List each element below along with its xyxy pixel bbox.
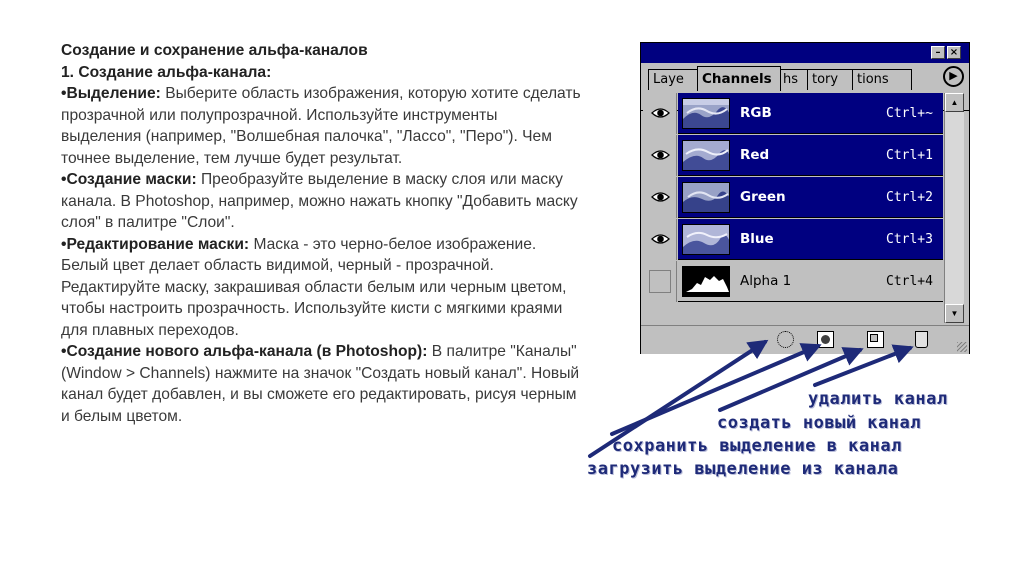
channel-shortcut: Ctrl+4: [886, 274, 933, 289]
eye-icon: [651, 106, 670, 120]
eye-icon: [651, 232, 670, 246]
channel-thumbnail: [682, 182, 730, 213]
close-button[interactable]: ×: [947, 46, 961, 59]
slide-subtitle: 1. Создание альфа-канала:: [61, 63, 272, 81]
channel-thumbnail: [682, 140, 730, 171]
channel-name: Red: [740, 147, 770, 163]
channel-name: Alpha 1: [740, 273, 792, 289]
channel-thumbnail: [682, 224, 730, 255]
save-selection-icon[interactable]: [817, 331, 834, 348]
alpha-mask-thumbnail: [682, 266, 730, 297]
visibility-toggle[interactable]: [643, 177, 677, 218]
minimize-button[interactable]: –: [931, 46, 945, 59]
channel-row-rgb[interactable]: [643, 93, 943, 134]
bullet-edit-mask: [61, 234, 581, 342]
channel-row-red[interactable]: [643, 135, 943, 176]
channel-shortcut: Ctrl+2: [886, 190, 933, 205]
slide-text: [61, 40, 581, 427]
resize-grip-icon[interactable]: [957, 342, 967, 352]
callout-load-selection: загрузить выделение из канала: [587, 459, 899, 479]
tab-channels[interactable]: Channels: [697, 66, 781, 91]
bullet-heading: •Выделение:: [61, 85, 161, 102]
palette-tabs: [641, 63, 969, 91]
trash-icon[interactable]: [915, 331, 928, 348]
tab-layers[interactable]: Laye: [648, 69, 700, 90]
palette-title-bar[interactable]: [641, 43, 969, 63]
palette-bottom-toolbar: [641, 325, 969, 354]
bullet-heading: •Создание маски:: [61, 171, 197, 188]
callout-delete-channel: удалить канал: [808, 389, 948, 409]
channel-list-scrollbar[interactable]: [944, 93, 964, 323]
channel-name: Blue: [740, 231, 774, 247]
load-selection-icon[interactable]: [777, 331, 794, 348]
channel-shortcut: Ctrl+~: [886, 106, 933, 121]
tab-paths[interactable]: hs: [778, 69, 810, 90]
bullet-body: Маска - это черно-белое изображение. Белый цвет делает область видимой, черный - прозрачной. Редактируйте маску, закрашивая области белым или черным цветом, чтобы настроить прозрачность. Используйте кисти с мягкими краями для плавных переходов.: [61, 235, 567, 339]
channel-shortcut: Ctrl+1: [886, 148, 933, 163]
visibility-toggle[interactable]: [643, 93, 677, 134]
bullet-body: Преобразуйте выделение в маску слоя или маску канала. В Photoshop, например, можно нажать кнопку "Добавить маску слоя" в палитре "Слои".: [61, 171, 578, 231]
scroll-down-icon[interactable]: ▼: [945, 304, 964, 323]
channel-thumbnail: [682, 98, 730, 129]
bullet-body: Выберите область изображения, которую хотите сделать прозрачной или полупрозрачной. Используйте инструменты выделения (например, "Волшебная палочка", "Лассо", "Перо"). Чем точнее выделение, тем лучше будет результат.: [61, 85, 581, 167]
tab-history[interactable]: tory: [807, 69, 855, 90]
visibility-toggle[interactable]: [643, 219, 677, 260]
eye-icon: [651, 190, 670, 204]
eye-icon: [651, 148, 670, 162]
bullet-create-mask: [61, 169, 581, 234]
visibility-toggle[interactable]: [643, 135, 677, 176]
bullet-body: В палитре "Каналы" (Window > Channels) нажмите на значок "Создать новый канал". Новый канал будет добавлен, и вы сможете его редактировать, рисуя черным и белым цветом.: [61, 343, 580, 425]
channels-palette: [640, 42, 970, 354]
scroll-up-icon[interactable]: ▲: [945, 93, 964, 112]
channel-row-blue[interactable]: [643, 219, 943, 260]
channel-row-green[interactable]: [643, 177, 943, 218]
visibility-toggle[interactable]: [643, 261, 677, 302]
callout-save-selection: сохранить выделение в канал: [612, 436, 902, 456]
channel-name: Green: [740, 189, 786, 205]
bullet-new-alpha: [61, 341, 581, 427]
bullet-selection: [61, 83, 581, 169]
channel-name: RGB: [740, 105, 772, 121]
bullet-heading: •Создание нового альфа-канала (в Photoshop):: [61, 343, 428, 360]
channel-shortcut: Ctrl+3: [886, 232, 933, 247]
bullet-heading: •Редактирование маски:: [61, 235, 250, 253]
tab-actions[interactable]: tions: [852, 69, 912, 90]
channel-row-alpha-1[interactable]: [643, 261, 943, 302]
palette-menu-arrow-icon[interactable]: ▶: [943, 66, 964, 87]
callout-new-channel: создать новый канал: [717, 413, 921, 433]
new-channel-icon[interactable]: [867, 331, 884, 348]
channel-list: [643, 93, 943, 323]
slide-title: Создание и сохранение альфа-каналов: [61, 42, 368, 59]
hidden-visibility-box: [649, 270, 671, 293]
